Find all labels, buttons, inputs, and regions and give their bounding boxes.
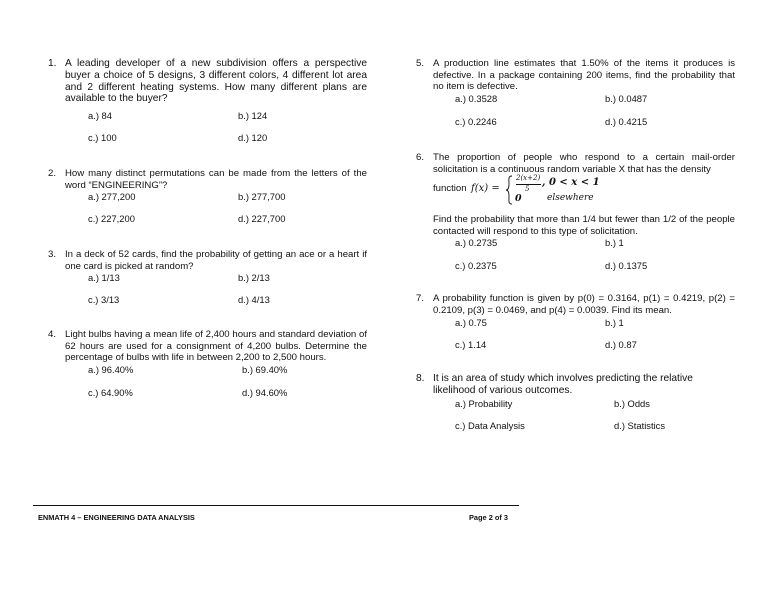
fx-label: f(x) = <box>471 183 500 194</box>
option-b: b.) 69.40% <box>242 364 288 375</box>
option-a: a.) 0.2735 <box>455 237 498 248</box>
question-4 <box>48 329 373 365</box>
function-label: function <box>433 183 467 194</box>
question-number: 2. <box>48 168 57 179</box>
footer-divider <box>33 505 519 506</box>
option-d: d.) 0.4215 <box>605 116 648 127</box>
option-b: b.) Odds <box>614 398 650 409</box>
question-3 <box>48 249 373 273</box>
question-7 <box>416 293 736 317</box>
footer-course: ENMATH 4 – ENGINEERING DATA ANALYSIS <box>38 513 195 522</box>
footer-page-number: Page 2 of 3 <box>469 513 509 522</box>
question-6-part-2 <box>433 214 735 238</box>
option-c: c.) 0.2246 <box>455 116 497 127</box>
option-d: d.) 0.1375 <box>605 260 648 271</box>
option-c: c.) 1.14 <box>455 339 487 350</box>
option-c: c.) 3/13 <box>88 294 120 305</box>
question-number: 6. <box>416 152 425 163</box>
question-8 <box>416 373 736 397</box>
option-b: b.) 1 <box>605 237 624 248</box>
option-d: d.) 120 <box>238 132 268 143</box>
option-a: a.) 1/13 <box>88 272 120 283</box>
question-text: It is an area of study which involves predicting the relative likelihood of various outcomes. <box>433 373 693 396</box>
question-number: 7. <box>416 293 425 304</box>
question-text: A leading developer of a new subdivision offers a perspective buyer a choice of 5 designs, 3 different colors, 4 different lot area and 2 different heating systems. How many different plans are available to the buyer? <box>65 58 367 105</box>
question-1 <box>48 58 373 118</box>
option-d: d.) 94.60% <box>242 387 288 398</box>
option-d: d.) Statistics <box>614 420 666 431</box>
fraction-numerator: 2(x+2) <box>516 174 541 182</box>
option-a: a.) 0.75 <box>455 317 487 328</box>
option-d: d.) 0.87 <box>605 339 637 350</box>
question-text: A probability function is given by p(0) = 0.3164, p(1) = 0.4219, p(2) = 0.2109, p(3) = 0.0469, and p(4) = 0.0039. Find its mean. <box>433 293 735 316</box>
question-text: A production line estimates that 1.50% of the items it produces is defective. In a package containing 200 items, find the probability that no item is defective. <box>433 58 735 93</box>
question-text: In a deck of 52 cards, find the probability of getting an ace or a heart if one card is picked at random? <box>65 249 367 272</box>
option-b: b.) 2/13 <box>238 272 270 283</box>
question-text: The proportion of people who respond to a certain mail-order solicitation is a continuous random variable X that has the density <box>433 152 735 175</box>
question-2 <box>48 168 373 192</box>
option-d: d.) 227,700 <box>238 213 286 224</box>
question-number: 1. <box>48 58 57 69</box>
option-a: a.) 96.40% <box>88 364 134 375</box>
question-text: How many distinct permutations can be made from the letters of the word “ENGINEERING”? <box>65 168 367 191</box>
brace-icon <box>505 175 513 205</box>
option-b: b.) 0.0487 <box>605 93 648 104</box>
condition-2: elsewhere <box>547 193 594 203</box>
option-c: c.) 64.90% <box>88 387 133 398</box>
density-function <box>433 174 613 206</box>
question-text: Light bulbs having a mean life of 2,400 hours and standard deviation of 62 hours are used for a consignment of 4,200 bulbs. Determine the percentage of bulbs with life in between 2,200 to 2,500 hours. <box>65 329 367 364</box>
option-b: b.) 277,700 <box>238 191 286 202</box>
question-number: 4. <box>48 329 57 340</box>
option-b: b.) 1 <box>605 317 624 328</box>
question-number: 5. <box>416 58 425 69</box>
option-c: c.) Data Analysis <box>455 420 525 431</box>
fraction-denominator: 5 <box>525 185 530 193</box>
option-c: c.) 100 <box>88 132 117 143</box>
option-c: c.) 227,200 <box>88 213 135 224</box>
question-number: 3. <box>48 249 57 260</box>
option-d: d.) 4/13 <box>238 294 270 305</box>
option-b: b.) 124 <box>238 110 268 121</box>
question-text: Find the probability that more than 1/4 but fewer than 1/2 of the people contacted will respond to this type of solicitation. <box>433 214 735 237</box>
question-6 <box>416 152 736 176</box>
option-a: a.) 84 <box>88 110 112 121</box>
option-a: a.) 277,200 <box>88 191 136 202</box>
option-a: a.) 0.3528 <box>455 93 498 104</box>
option-c: c.) 0.2375 <box>455 260 497 271</box>
question-5 <box>416 58 736 94</box>
zero-value: 0 <box>515 193 522 204</box>
condition-1: , 0 < x < 1 <box>542 177 600 188</box>
question-number: 8. <box>416 373 425 384</box>
option-a: a.) Probability <box>455 398 513 409</box>
